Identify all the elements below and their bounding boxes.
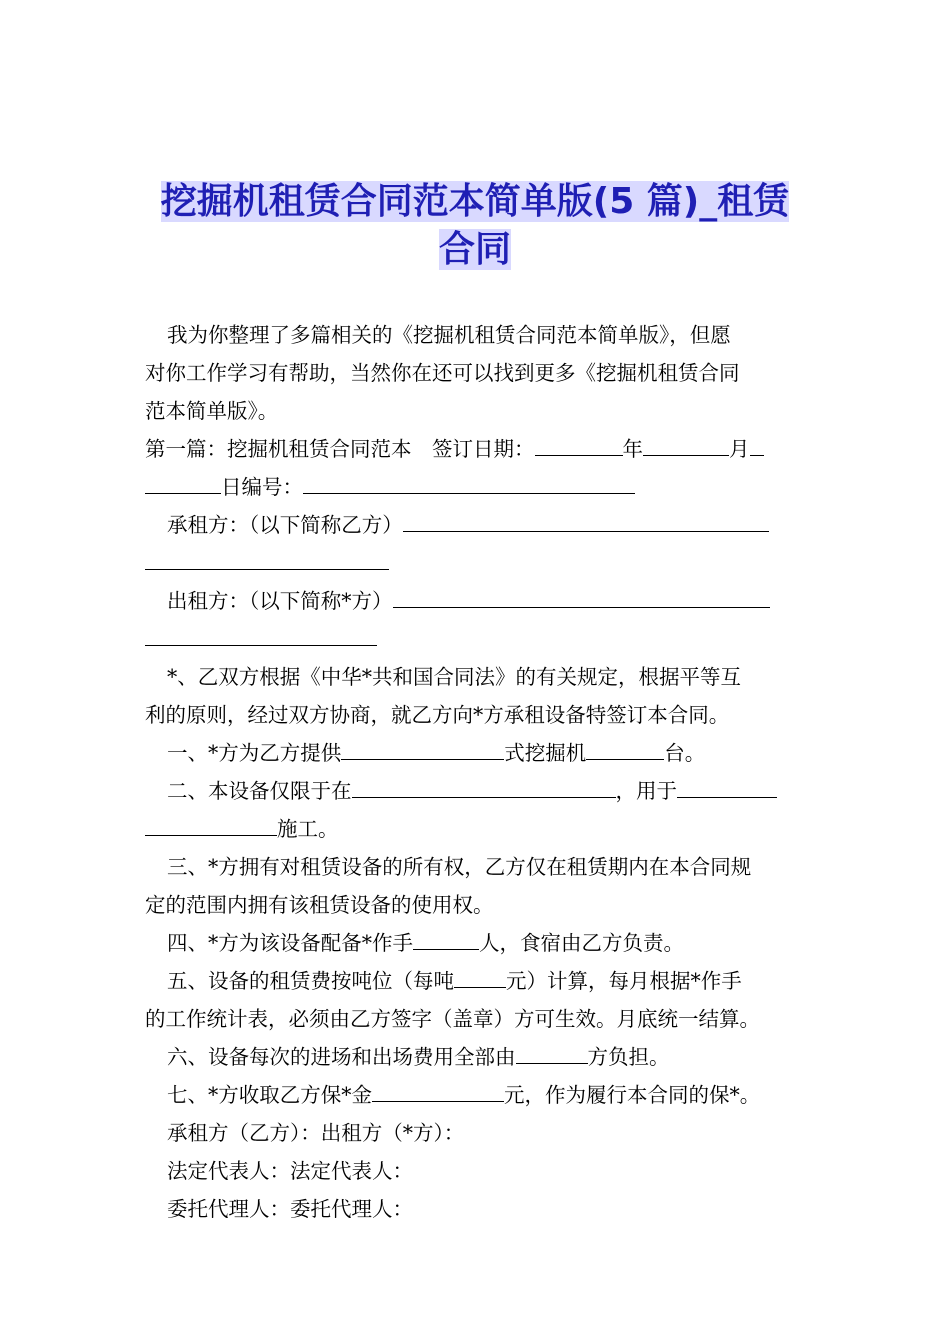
rate-blank [454, 965, 506, 988]
clause-2-text-b: ，用于 [615, 779, 677, 803]
clause-1-text-a: 一、*方为乙方提供 [167, 741, 342, 765]
clause-3-line-2: 定的范围内拥有该租赁设备的使用权。 [145, 893, 494, 917]
clause-5-line-2: 的工作统计表，必须由乙方签字（盖章）方可生效。月底统一结算。 [145, 1007, 760, 1031]
model-blank [341, 737, 504, 760]
section1-heading: 第一篇：挖掘机租赁合同范本 签订日期： [145, 437, 535, 461]
clause-2-text-a: 二、本设备仅限于在 [167, 779, 352, 803]
intro-line-2: 对你工作学习有帮助，当然你在还可以找到更多《挖掘机租赁合同 [145, 361, 740, 385]
lessee-blank-cont [145, 547, 389, 570]
document-title [145, 178, 805, 274]
purpose-blank [677, 775, 777, 798]
preamble-line-1: *、乙双方根据《中华*共和国合同法》的有关规定，根据平等互 [167, 665, 741, 689]
quantity-blank [586, 737, 664, 760]
clause-2 [145, 772, 807, 810]
day-blank-start [750, 433, 764, 456]
fee-party-blank [516, 1041, 588, 1064]
month-label: 月 [729, 437, 750, 461]
lessor-blank-cont [145, 623, 377, 646]
lessee-blank [403, 509, 769, 532]
section1-date-line [145, 430, 807, 468]
clause-6-text-b: 方负担。 [587, 1045, 670, 1069]
title-line-2: 合同 [438, 229, 511, 270]
contract-number-blank [303, 471, 635, 494]
lessor-line-cont [145, 620, 807, 658]
title-line-1: 挖掘机租赁合同范本简单版(5 篇)_租赁 [160, 181, 790, 222]
signature-agents: 委托代理人：委托代理人： [167, 1197, 413, 1221]
clause-1 [145, 734, 807, 772]
operator-count-blank [413, 927, 479, 950]
deposit-blank [372, 1079, 504, 1102]
intro-line-3: 范本简单版》。 [145, 399, 279, 423]
intro-line-1: 我为你整理了多篇相关的《挖掘机租赁合同范本简单版》，但愿 [167, 323, 731, 347]
lessee-label: 承租方：（以下简称乙方） [167, 513, 403, 537]
clause-2-text-c: 施工。 [277, 817, 339, 841]
signature-parties: 承租方（乙方）：出租方（*方）： [167, 1121, 465, 1145]
clause-1-text-c: 台。 [664, 741, 706, 765]
clause-5-line-1 [145, 962, 807, 1000]
clause-6-text-a: 六、设备每次的进场和出场费用全部由 [167, 1045, 516, 1069]
clause-6 [145, 1038, 807, 1076]
section1-number-line [145, 468, 807, 506]
clause-7-text-a: 七、*方收取乙方保*金 [167, 1083, 372, 1107]
clause-2-cont [145, 810, 807, 848]
clause-5-text-a: 五、设备的租赁费按吨位（每吨 [167, 969, 454, 993]
clause-1-text-b: 式挖掘机 [504, 741, 587, 765]
clause-5-text-b: 元）计算，每月根据*作手 [506, 969, 742, 993]
lessee-line-cont [145, 544, 807, 582]
year-label: 年 [622, 437, 643, 461]
clause-7 [145, 1076, 807, 1114]
year-blank [535, 433, 623, 456]
purpose-blank-cont [145, 813, 277, 836]
lessor-blank [393, 585, 770, 608]
lessor-label: 出租方：（以下简称*方） [167, 589, 393, 613]
clause-3-line-1: 三、*方拥有对租赁设备的所有权，乙方仅在租赁期内在本合同规 [167, 855, 752, 879]
lessee-line [145, 506, 807, 544]
month-blank [643, 433, 729, 456]
location-blank [352, 775, 616, 798]
document-body [145, 316, 807, 1228]
lessor-line [145, 582, 807, 620]
day-number-label: 日编号： [221, 475, 303, 499]
preamble-line-2: 利的原则，经过双方协商，就乙方向*方承租设备特签订本合同。 [145, 703, 730, 727]
clause-7-text-b: 元，作为履行本合同的保*。 [504, 1083, 761, 1107]
clause-4-text-a: 四、*方为该设备配备*作手 [167, 931, 413, 955]
day-blank [145, 471, 221, 494]
clause-4 [145, 924, 807, 962]
clause-4-text-b: 人，食宿由乙方负责。 [479, 931, 684, 955]
signature-representatives: 法定代表人：法定代表人： [167, 1159, 413, 1183]
